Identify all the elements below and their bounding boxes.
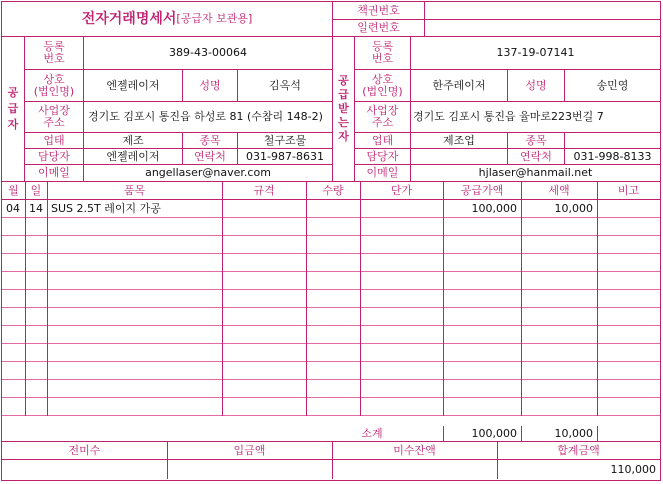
supplier-contact: 엔젤레이저 [84,149,183,165]
supplier-side-label: 공 급 자 [2,37,25,181]
table-row [2,272,660,290]
receiver-phone: 031-998-8133 [565,149,660,165]
receiver-address-label: 사업장 주소 [355,102,411,133]
book-no-value [425,2,660,20]
col-day-cell: 14 [29,202,43,215]
table-row [2,254,660,272]
subtotal-label: 소계 [361,426,383,440]
col-tax-cell: 10,000 [554,202,593,215]
table-row [2,290,660,308]
col-tax-header: 세액 [548,183,570,197]
supplier-address-label: 사업장 주소 [25,102,84,133]
receiver-phone-label: 연락처 [508,149,565,165]
receiver-contact-label: 담당자 [355,149,411,165]
col-qty-cell [306,200,360,218]
receiver-name-label: 상호 (법인명) [355,70,411,102]
supplier-email-label: 이메일 [25,165,84,181]
supplier-phone: 031-987-8631 [238,149,332,165]
supplier-rep-label: 성명 [183,70,238,102]
col-day-header: 일 [30,183,42,197]
receiver-reg-no: 137-19-07141 [411,37,660,70]
supplier-biztype: 제조 [84,133,183,149]
book-no-label: 책권번호 [333,2,425,20]
col-month-header: 월 [8,183,19,197]
supplier-reg-no: 389-43-00064 [84,37,332,70]
table-row [2,236,660,254]
supplier-contact-label: 담당자 [25,149,84,165]
receiver-rep: 송민영 [565,70,660,102]
unpaid-balance-label: 미수잔액 [393,443,436,457]
col-note-header: 비고 [617,183,640,197]
supplier-rep: 김옥석 [238,70,332,102]
col-spec-header: 규격 [253,183,275,197]
col-note-cell [597,200,660,218]
previous-unpaid-label: 전미수 [68,443,101,457]
supplier-email: angellaser@naver.com [145,166,271,179]
col-supply-header: 공급가액 [460,183,504,197]
serial-no-label: 일련번호 [333,20,425,36]
receiver-reg-label: 등록 번호 [355,37,411,70]
col-item-cell: SUS 2.5T 레이지 가공 [51,202,161,215]
supplier-name: 엔젤레이저 [84,70,183,102]
receiver-contact [411,149,508,165]
receiver-name: 한주레이저 [411,70,508,102]
serial-no-value [425,20,660,36]
receiver-rep-label: 성명 [508,70,565,102]
receiver-item [565,133,660,149]
supplier-biztype-label: 업태 [25,133,84,149]
table-row [2,326,660,344]
receiver-address: 경기도 김포시 통진읍 율마로223번길 7 [411,102,660,133]
title-sub: [공급자 보관용] [176,12,253,25]
receiver-email-label: 이메일 [355,165,411,181]
col-unit-price-cell [360,200,443,218]
receiver-email: hjlaser@hanmail.net [478,166,593,179]
col-spec-cell [222,200,306,218]
supplier-phone-label: 연락처 [183,149,238,165]
col-unit-price-header: 단가 [390,183,413,197]
subtotal-tax: 10,000 [554,426,593,440]
supplier-reg-label: 등록 번호 [25,37,84,70]
total-label: 합계금액 [557,443,600,457]
table-row [2,380,660,398]
table-row [2,218,660,236]
document-title [2,2,332,36]
table-row [2,344,660,362]
supplier-name-label: 상호 (법인명) [25,70,84,102]
receiver-biztype: 제조업 [411,133,508,149]
receiver-biztype-label: 업태 [355,133,411,149]
subtotal-supply: 100,000 [471,426,517,440]
receiver-item-label: 종목 [508,133,565,149]
supplier-address: 경기도 김포시 통진읍 하성로 81 (수참리 148-2) [84,102,332,133]
col-month-cell: 04 [6,202,20,215]
supplier-item-label: 종목 [183,133,238,149]
title-main: 전자거래명세서 [81,11,177,27]
col-supply-cell: 100,000 [471,202,517,215]
receiver-side-label: 공 급 받 는 자 [333,37,355,181]
col-qty-header: 수량 [322,183,344,197]
table-row [2,398,660,416]
table-row [2,362,660,380]
col-item-header: 품목 [123,183,146,197]
received-label: 입금액 [233,443,266,457]
items-table [2,182,660,426]
supplier-item: 철구조물 [238,133,332,149]
total-amount: 110,000 [610,462,656,476]
table-row [2,308,660,326]
